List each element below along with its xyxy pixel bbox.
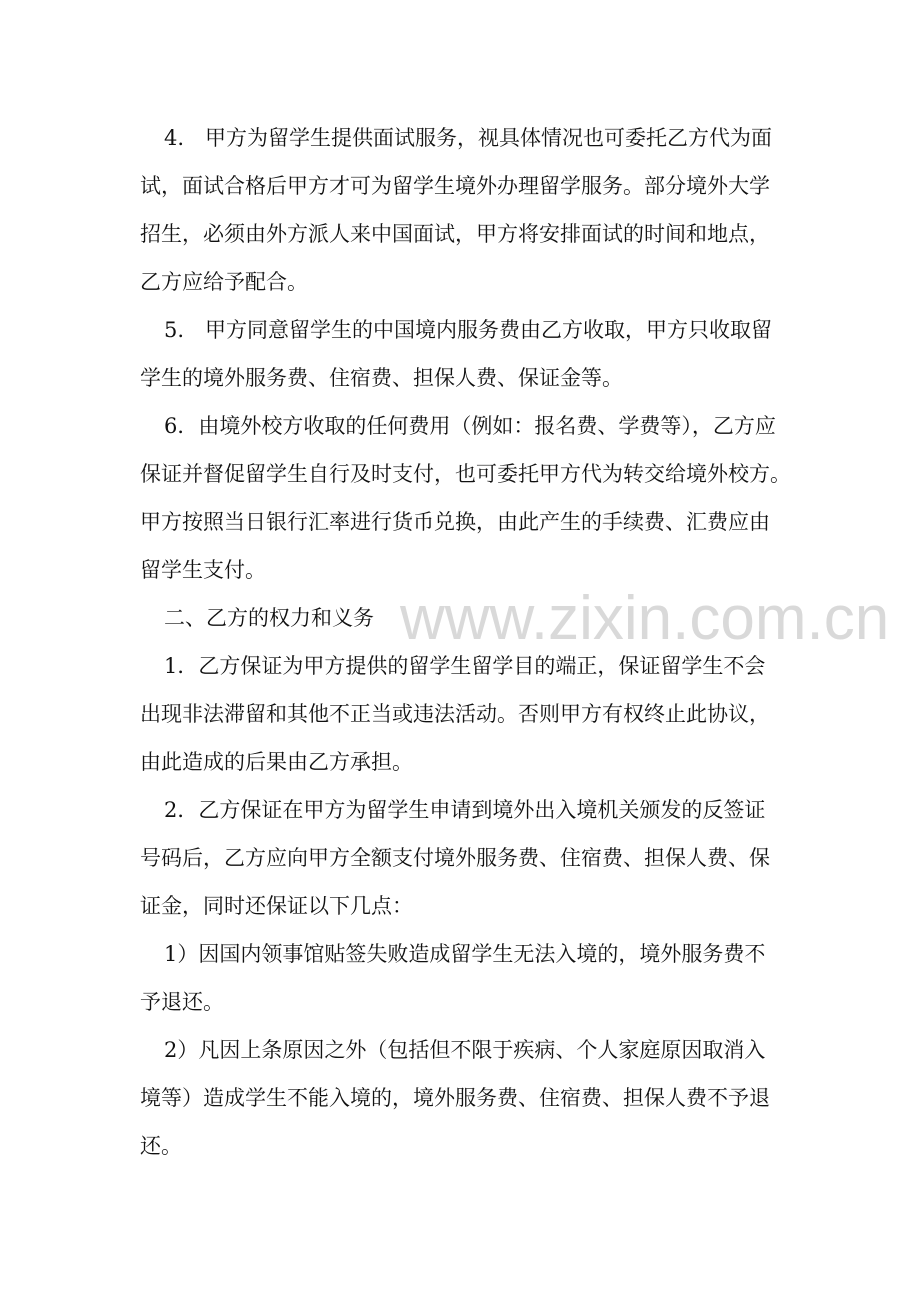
paragraph bbox=[0, 120, 920, 312]
paragraph bbox=[0, 792, 920, 936]
text-line: 招生，必须由外方派人来中国面试，甲方将安排面试的时间和地点， bbox=[140, 222, 770, 246]
text-line: 学生的境外服务费、住宿费、担保人费、保证金等。 bbox=[140, 366, 623, 390]
text-line: 出现非法滞留和其他不正当或违法活动。否则甲方有权终止此协议， bbox=[140, 702, 770, 726]
text-line: 2．乙方保证在甲方为留学生申请到境外出入境机关颁发的反签证 bbox=[164, 798, 766, 822]
text-line: 1）因国内领事馆贴签失败造成留学生无法入境的，境外服务费不 bbox=[164, 942, 766, 966]
paragraph bbox=[0, 600, 920, 648]
text-line: 甲方按照当日银行汇率进行货币兑换，由此产生的手续费、汇费应由 bbox=[140, 510, 770, 534]
text-line: 保证并督促留学生自行及时支付，也可委托甲方代为转交给境外校方。 bbox=[140, 462, 791, 486]
text-line: 证金，同时还保证以下几点： bbox=[140, 894, 413, 918]
watermark: www.zixin.com.cn bbox=[400, 584, 890, 653]
text-line: 予退还。 bbox=[140, 990, 224, 1014]
text-line: 境等）造成学生不能入境的，境外服务费、住宿费、担保人费不予退 bbox=[140, 1086, 770, 1110]
paragraph bbox=[0, 408, 920, 600]
text-line: 6．由境外校方收取的任何费用（例如：报名费、学费等），乙方应 bbox=[164, 414, 776, 438]
text-line: 1．乙方保证为甲方提供的留学生留学目的端正，保证留学生不会 bbox=[164, 654, 766, 678]
document-body bbox=[0, 120, 920, 1176]
text-line: 号码后，乙方应向甲方全额支付境外服务费、住宿费、担保人费、保 bbox=[140, 846, 770, 870]
text-line: 试，面试合格后甲方才可为留学生境外办理留学服务。部分境外大学 bbox=[140, 174, 770, 198]
text-line: 乙方应给予配合。 bbox=[140, 270, 308, 294]
text-line: 5. 甲方同意留学生的中国境内服务费由乙方收取，甲方只收取留 bbox=[164, 318, 773, 342]
text-line: 二、乙方的权力和义务 bbox=[164, 606, 374, 630]
text-line: 2）凡因上条原因之外（包括但不限于疾病、个人家庭原因取消入 bbox=[164, 1038, 766, 1062]
paragraph bbox=[0, 936, 920, 1032]
text-line: 还。 bbox=[140, 1134, 182, 1158]
text-line: 由此造成的后果由乙方承担。 bbox=[140, 750, 413, 774]
paragraph bbox=[0, 1032, 920, 1176]
paragraph bbox=[0, 312, 920, 408]
text-line: 4. 甲方为留学生提供面试服务，视具体情况也可委托乙方代为面 bbox=[164, 126, 773, 150]
paragraph bbox=[0, 648, 920, 792]
text-line: 留学生支付。 bbox=[140, 558, 266, 582]
